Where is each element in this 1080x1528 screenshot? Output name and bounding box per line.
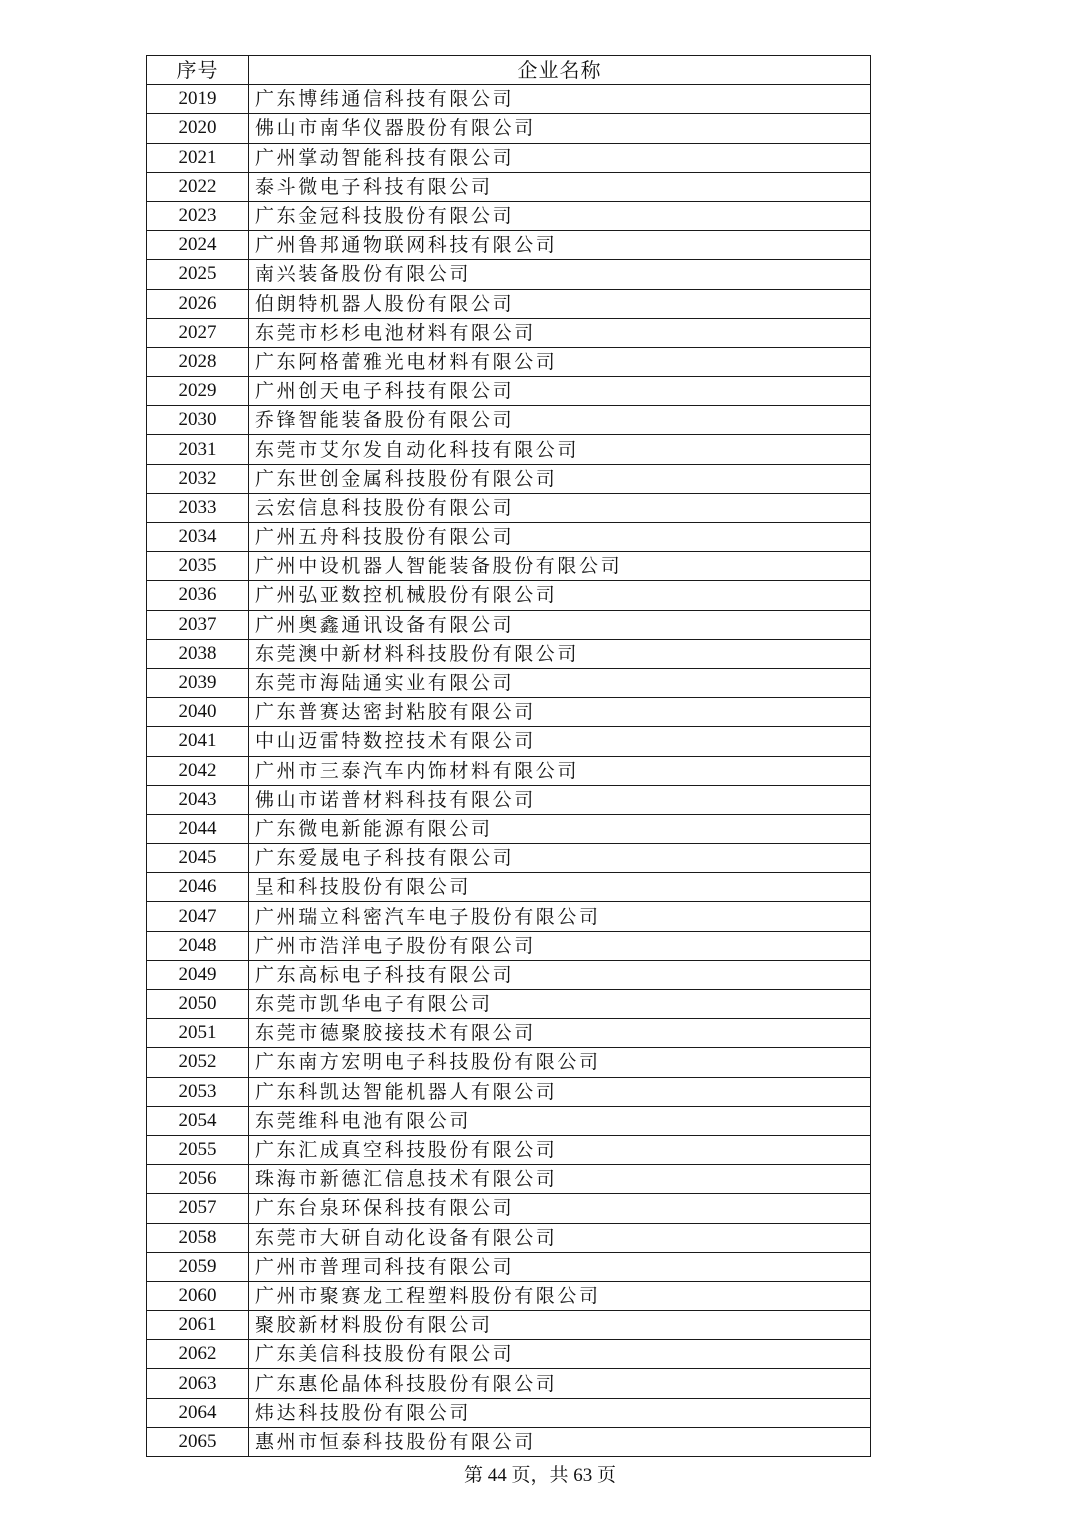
table-row [147,756,871,785]
row-index: 2020 [147,114,249,143]
table-row [147,1165,871,1194]
row-company-name: 广州市普理司科技有限公司 [249,1252,871,1281]
table-row [147,1398,871,1427]
row-company-name: 南兴装备股份有限公司 [249,260,871,289]
table-row [147,318,871,347]
table-row [147,493,871,522]
table-row [147,552,871,581]
table-row [147,435,871,464]
row-index: 2035 [147,552,249,581]
row-company-name: 炜达科技股份有限公司 [249,1398,871,1427]
table-row [147,668,871,697]
row-company-name: 东莞市杉杉电池材料有限公司 [249,318,871,347]
row-index: 2045 [147,844,249,873]
company-table [146,55,871,1457]
row-company-name: 中山迈雷特数控技术有限公司 [249,727,871,756]
row-company-name: 广东高标电子科技有限公司 [249,960,871,989]
table-row [147,1077,871,1106]
table-row [147,727,871,756]
row-index: 2034 [147,523,249,552]
page-footer: 第 44 页，共 63 页 [463,1465,616,1486]
row-index: 2046 [147,873,249,902]
table-row [147,785,871,814]
row-index: 2063 [147,1369,249,1398]
table-row [147,1281,871,1310]
row-company-name: 东莞市凯华电子有限公司 [249,990,871,1019]
row-index: 2062 [147,1340,249,1369]
row-index: 2026 [147,289,249,318]
row-company-name: 广东世创金属科技股份有限公司 [249,464,871,493]
table-row [147,931,871,960]
table-row [147,289,871,318]
row-company-name: 广州五舟科技股份有限公司 [249,523,871,552]
table-row [147,1427,871,1456]
row-company-name: 广州市聚赛龙工程塑料股份有限公司 [249,1281,871,1310]
table-row [147,581,871,610]
row-company-name: 广东美信科技股份有限公司 [249,1340,871,1369]
table-row [147,960,871,989]
row-index: 2033 [147,493,249,522]
table-row [147,231,871,260]
row-index: 2048 [147,931,249,960]
table-row [147,114,871,143]
table-row [147,1048,871,1077]
row-index: 2060 [147,1281,249,1310]
table-row [147,172,871,201]
table-row [147,1135,871,1164]
row-index: 2021 [147,143,249,172]
row-company-name: 广州市三泰汽车内饰材料有限公司 [249,756,871,785]
row-index: 2047 [147,902,249,931]
row-index: 2055 [147,1135,249,1164]
row-company-name: 佛山市诺普材料科技有限公司 [249,785,871,814]
column-header-index: 序号 [147,56,249,85]
row-company-name: 广东科凯达智能机器人有限公司 [249,1077,871,1106]
row-company-name: 东莞市德聚胶接技术有限公司 [249,1019,871,1048]
row-company-name: 广东爱晟电子科技有限公司 [249,844,871,873]
row-company-name: 佛山市南华仪器股份有限公司 [249,114,871,143]
table-row [147,143,871,172]
table-row [147,844,871,873]
row-index: 2027 [147,318,249,347]
row-index: 2043 [147,785,249,814]
row-index: 2044 [147,814,249,843]
row-index: 2051 [147,1019,249,1048]
row-index: 2042 [147,756,249,785]
row-company-name: 广东博纬通信科技有限公司 [249,85,871,114]
row-index: 2019 [147,85,249,114]
row-company-name: 珠海市新德汇信息技术有限公司 [249,1165,871,1194]
row-index: 2038 [147,639,249,668]
table-row [147,1340,871,1369]
row-index: 2024 [147,231,249,260]
row-index: 2053 [147,1077,249,1106]
row-index: 2054 [147,1106,249,1135]
table-row [147,1369,871,1398]
row-index: 2064 [147,1398,249,1427]
row-index: 2029 [147,377,249,406]
row-index: 2041 [147,727,249,756]
row-index: 2059 [147,1252,249,1281]
table-header-row [147,56,871,85]
row-company-name: 广东台泉环保科技有限公司 [249,1194,871,1223]
row-index: 2022 [147,172,249,201]
table-row [147,1106,871,1135]
table-row [147,377,871,406]
row-company-name: 广东普赛达密封粘胶有限公司 [249,698,871,727]
row-index: 2023 [147,201,249,230]
row-company-name: 广东阿格蕾雅光电材料有限公司 [249,347,871,376]
table-row [147,639,871,668]
row-company-name: 广州奥鑫通讯设备有限公司 [249,610,871,639]
table-row [147,1252,871,1281]
row-company-name: 广东惠伦晶体科技股份有限公司 [249,1369,871,1398]
row-index: 2025 [147,260,249,289]
row-company-name: 东莞市艾尔发自动化科技有限公司 [249,435,871,464]
table-row [147,201,871,230]
row-company-name: 广州弘亚数控机械股份有限公司 [249,581,871,610]
row-company-name: 泰斗微电子科技有限公司 [249,172,871,201]
row-company-name: 伯朗特机器人股份有限公司 [249,289,871,318]
table-row [147,610,871,639]
table-row [147,347,871,376]
row-company-name: 广东金冠科技股份有限公司 [249,201,871,230]
row-index: 2032 [147,464,249,493]
row-company-name: 乔锋智能装备股份有限公司 [249,406,871,435]
row-company-name: 广东汇成真空科技股份有限公司 [249,1135,871,1164]
table-body [147,85,871,1457]
row-index: 2050 [147,990,249,1019]
row-company-name: 广东南方宏明电子科技股份有限公司 [249,1048,871,1077]
row-index: 2031 [147,435,249,464]
table-row [147,406,871,435]
table-row [147,523,871,552]
row-company-name: 广州瑞立科密汽车电子股份有限公司 [249,902,871,931]
table-row [147,814,871,843]
table-row [147,873,871,902]
row-index: 2058 [147,1223,249,1252]
table-row [147,260,871,289]
row-company-name: 东莞市大研自动化设备有限公司 [249,1223,871,1252]
row-index: 2065 [147,1427,249,1456]
row-company-name: 聚胶新材料股份有限公司 [249,1311,871,1340]
row-index: 2028 [147,347,249,376]
table-row [147,85,871,114]
row-company-name: 呈和科技股份有限公司 [249,873,871,902]
row-index: 2061 [147,1311,249,1340]
table-row [147,698,871,727]
row-index: 2052 [147,1048,249,1077]
row-index: 2030 [147,406,249,435]
row-company-name: 广东微电新能源有限公司 [249,814,871,843]
row-company-name: 惠州市恒泰科技股份有限公司 [249,1427,871,1456]
row-company-name: 广州掌动智能科技有限公司 [249,143,871,172]
row-index: 2049 [147,960,249,989]
row-index: 2039 [147,668,249,697]
table-row [147,1194,871,1223]
row-company-name: 东莞市海陆通实业有限公司 [249,668,871,697]
row-index: 2037 [147,610,249,639]
table-row [147,902,871,931]
column-header-company-name: 企业名称 [249,56,871,85]
row-index: 2056 [147,1165,249,1194]
row-index: 2040 [147,698,249,727]
row-index: 2057 [147,1194,249,1223]
row-company-name: 广州鲁邦通物联网科技有限公司 [249,231,871,260]
table-row [147,464,871,493]
row-company-name: 东莞维科电池有限公司 [249,1106,871,1135]
row-company-name: 广州创天电子科技有限公司 [249,377,871,406]
row-index: 2036 [147,581,249,610]
table-row [147,990,871,1019]
table-row [147,1311,871,1340]
row-company-name: 云宏信息科技股份有限公司 [249,493,871,522]
row-company-name: 广州市浩洋电子股份有限公司 [249,931,871,960]
table-row [147,1223,871,1252]
row-company-name: 东莞澳中新材料科技股份有限公司 [249,639,871,668]
table-row [147,1019,871,1048]
row-company-name: 广州中设机器人智能装备股份有限公司 [249,552,871,581]
